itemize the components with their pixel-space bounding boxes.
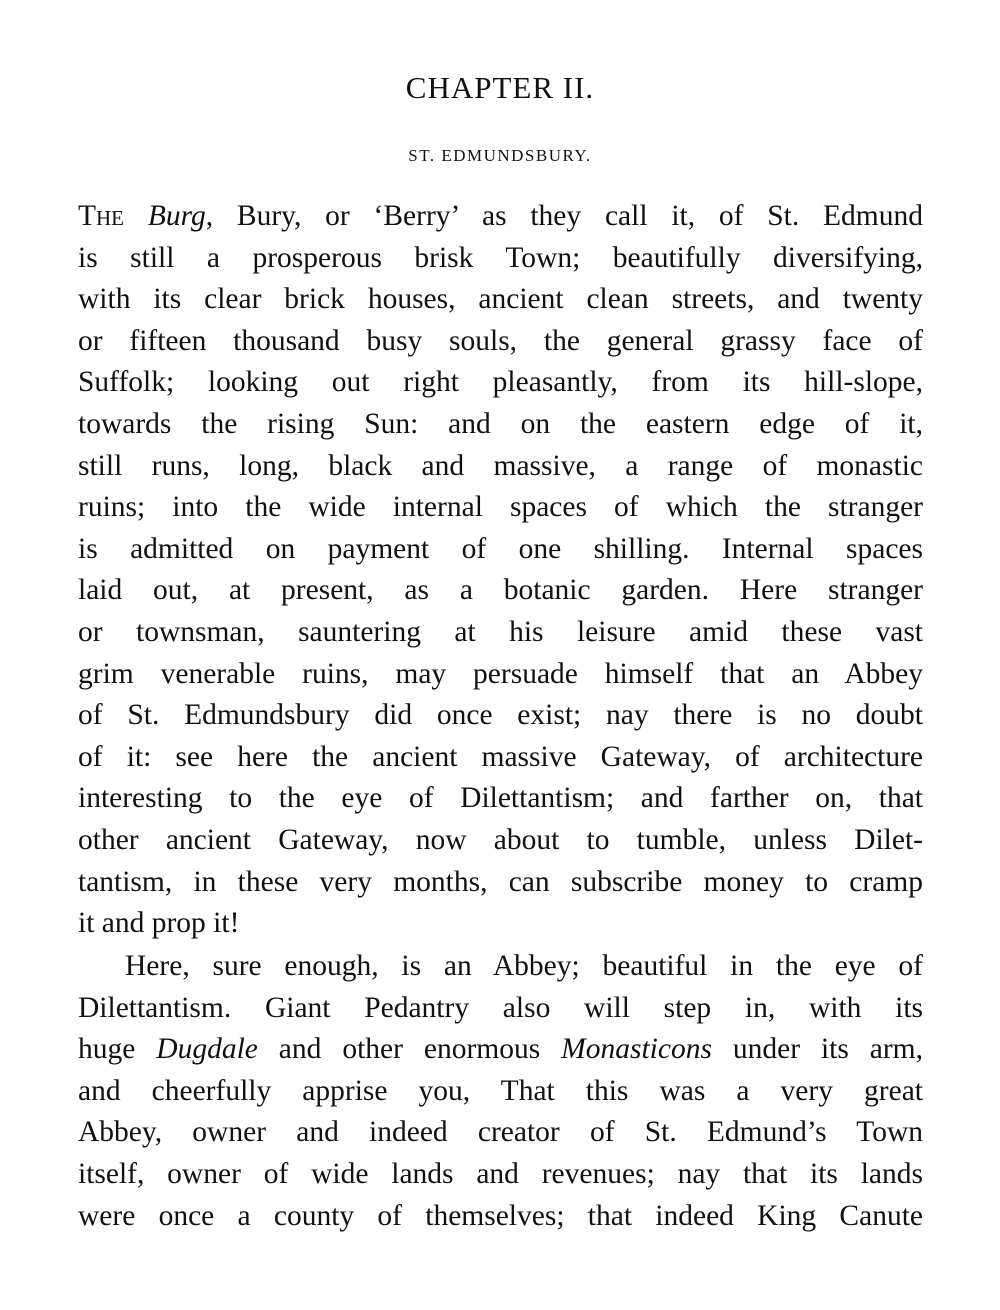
text-line: Here, sure enough, is an Abbey; beautiful in the eye of bbox=[125, 950, 923, 982]
italic-term: Monasticons bbox=[561, 1033, 712, 1066]
text-line bbox=[78, 1029, 923, 1071]
chapter-title: CHAPTER II. bbox=[405, 70, 595, 105]
text-fragment: and other enormous bbox=[257, 1033, 562, 1066]
text-line: laid out, at present, as a botanic garden. Here stranger bbox=[78, 574, 923, 607]
text-line: of it: see here the ancient massive Gateway, of architecture bbox=[78, 740, 923, 773]
text-line: Suffolk; looking out right pleasantly, from its hill-slope, bbox=[78, 366, 923, 399]
text-line: tantism, in these very months, can subscribe money to cramp bbox=[78, 865, 923, 898]
text-line: it and prop it! bbox=[78, 907, 240, 940]
text-fragment: under its arm, bbox=[711, 1033, 924, 1066]
text-line: of St. Edmundsbury did once exist; nay there is no doubt bbox=[78, 699, 923, 732]
text-line: and cheerfully apprise you, That this was a very great bbox=[78, 1074, 923, 1107]
text-line: were once a county of themselves; that indeed King Canute bbox=[78, 1199, 923, 1232]
text-line: towards the rising Sun: and on the eastern edge of it, bbox=[78, 407, 923, 440]
text-line: is admitted on payment of one shilling. Internal spaces bbox=[78, 532, 923, 565]
drop-word: The bbox=[78, 200, 125, 232]
text-line: itself, owner of wide lands and revenues; nay that its lands bbox=[78, 1157, 923, 1190]
text-line: is still a prosperous brisk Town; beautifully diversifying, bbox=[78, 241, 923, 274]
text-line: with its clear brick houses, ancient clean streets, and twenty bbox=[78, 283, 923, 316]
text-line: still runs, long, black and massive, a range of monastic bbox=[78, 449, 923, 482]
chapter-subtitle: ST. EDMUNDSBURY. bbox=[408, 146, 592, 165]
text-line: grim venerable ruins, may persuade himself that an Abbey bbox=[78, 657, 923, 690]
text-line: other ancient Gateway, now about to tumble, unless Dilet- bbox=[78, 823, 923, 856]
paragraph-1 bbox=[78, 196, 923, 945]
text-line: Abbey, owner and indeed creator of St. Edmund’s Town bbox=[78, 1116, 923, 1149]
text-line: or fifteen thousand busy souls, the general grassy face of bbox=[78, 324, 923, 357]
italic-term: Burg bbox=[147, 200, 206, 232]
text-line: ruins; into the wide internal spaces of which the stranger bbox=[78, 491, 923, 524]
paragraph-2 bbox=[78, 946, 923, 1237]
text-line: Dilettantism. Giant Pedantry also will step in, with its bbox=[78, 991, 923, 1024]
text-line: interesting to the eye of Dilettantism; and farther on, that bbox=[78, 782, 923, 815]
text-fragment: huge bbox=[78, 1033, 157, 1066]
italic-term: Dugdale bbox=[156, 1033, 258, 1066]
text-line bbox=[78, 196, 923, 238]
text-line: or townsman, sauntering at his leisure amid these vast bbox=[78, 615, 923, 648]
text-fragment: , Bury, or ‘Berry’ as they call it, of St. Edmund bbox=[205, 200, 924, 232]
